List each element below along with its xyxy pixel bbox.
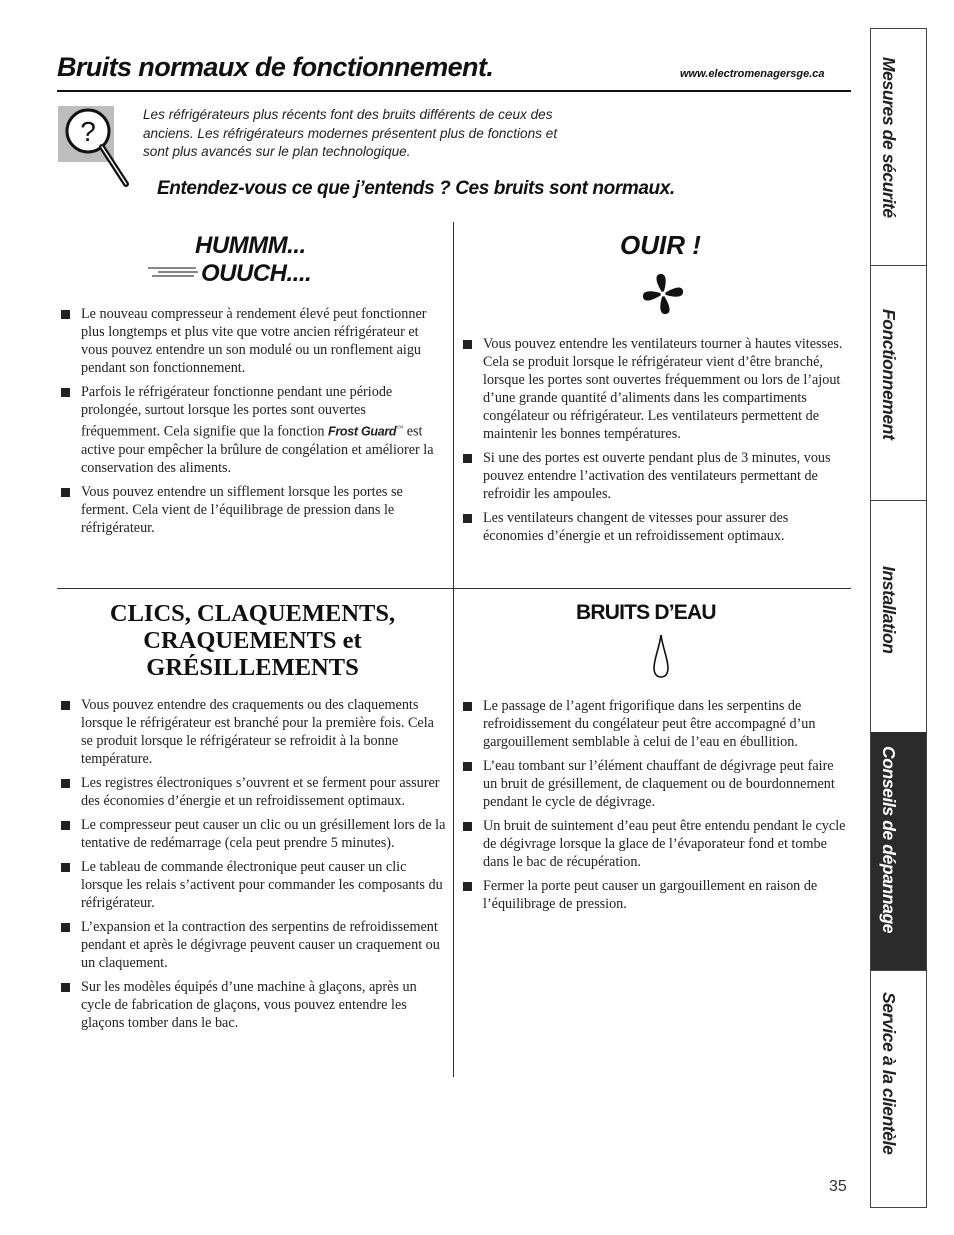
tab-service-a-la-clientele[interactable] — [871, 970, 926, 1207]
list-item: Vous pouvez entendre des craquements ou des claquements lorsque le réfrigérateur est branché pour la première fois. Cela se produit lorsque le réfrigérateur se refroidit à la bonne température. — [57, 696, 447, 768]
fan-icon — [636, 270, 690, 318]
tab-label: Conseils de dépannage — [879, 746, 899, 934]
tab-mesures-de-securite[interactable] — [871, 29, 926, 266]
list-item: Le passage de l’agent frigorifique dans les serpentins de refroidissement du congélateur peut être accompagné d’un gargouillement semblable à celui de l’eau en ébullition. — [459, 697, 849, 751]
column-divider-top — [453, 222, 454, 589]
column-divider-bottom — [453, 589, 454, 1077]
intro-subheading: Entendez-vous ce que j’entends ? Ces bruits sont normaux. — [157, 178, 675, 199]
tab-conseils-de-depannage[interactable] — [871, 732, 926, 971]
list-item — [57, 383, 447, 477]
clics-heading-line1: CLICS, CLAQUEMENTS, — [109, 600, 396, 627]
list-item: L’expansion et la contraction des serpentins de refroidissement pendant et après le dégivrage peuvent causer un craquement ou un claquement. — [57, 918, 447, 972]
row-divider — [57, 588, 851, 589]
list-item: Un bruit de suintement d’eau peut être entendu pendant le cycle de dégivrage lorsque la glace de l’évaporateur fond et tombe dans le bac de récupération. — [459, 817, 849, 871]
list-item: Le nouveau compresseur à rendement élevé peut fonctionner plus longtemps et plus vite que votre ancien réfrigérateur et vous pouvez entendre un son modulé ou un ronflement aigu pendant son fonctionnement. — [57, 305, 447, 377]
clics-list — [57, 696, 447, 1038]
trademark-mark: ™ — [396, 424, 404, 432]
list-item: Vous pouvez entendre les ventilateurs tourner à hautes vitesses. Cela se produit lorsque le réfrigérateur vient d’être branché, lorsque les portes sont ouvertes fréquemment ou lors de l’ajout d’une grande quantité d’aliments dans les compartiments congélateur ou réfrigérateur. Les ventilateurs permettent de maintenir les bonnes températures. — [459, 335, 849, 443]
clics-heading-line3: GRÉSILLEMENTS — [146, 654, 359, 681]
hummm-list — [57, 305, 447, 543]
list-item: Le tableau de commande électronique peut causer un clic lorsque les relais s’activent pour commander les composants du réfrigérateur. — [57, 858, 447, 912]
intro-text: Les réfrigérateurs plus récents font des bruits différents de ceux des anciens. Les réfrigérateurs modernes présentent plus de fonctions et sont plus avancés sur le plan technologique. — [143, 107, 558, 159]
hummm-heading-line2: OUUCH.... — [201, 260, 312, 287]
question-magnifier-icon — [58, 106, 130, 194]
eau-heading: BRUITS D’EAU — [576, 601, 716, 624]
list-item-text: est active pour empêcher la brûlure de congélation et améliorer la conservation des aliments. — [81, 423, 434, 476]
list-item-text: Parfois le réfrigérateur fonctionne pendant une période prolongée, surtout lorsque les portes sont ouvertes fréquemment. Cela signifie que la fonction — [81, 384, 393, 440]
list-item: Les registres électroniques s’ouvrent et se ferment pour assurer des économies d’énergie et un refroidissement optimaux. — [57, 774, 447, 810]
section-tabs — [870, 28, 927, 1208]
hummm-heading — [195, 232, 311, 288]
frost-guard-brand: Frost Guard — [328, 424, 397, 439]
tab-label: Fonctionnement — [879, 309, 899, 440]
water-drop-icon — [651, 633, 671, 679]
list-item: Vous pouvez entendre un sifflement lorsque les portes se ferment. Cela vient de l’équilibrage de pression dans le réfrigérateur. — [57, 483, 447, 537]
svg-text:?: ? — [80, 116, 96, 147]
list-item: Sur les modèles équipés d’une machine à glaçons, après un cycle de fabrication de glaçons, vous pouvez entendre les glaçons tomber dans le bac. — [57, 978, 447, 1032]
ouir-list — [459, 335, 849, 551]
list-item: L’eau tombant sur l’élément chauffant de dégivrage peut faire un bruit de grésillement, de claquement ou de bourdonnement pendant le cycle de dégivrage. — [459, 757, 849, 811]
tab-label: Installation — [879, 566, 899, 654]
website-url[interactable]: www.electromenagersge.ca — [680, 68, 825, 80]
tab-fonctionnement[interactable] — [871, 265, 926, 501]
list-item: Les ventilateurs changent de vitesses pour assurer des économies d’énergie et un refroidissement optimaux. — [459, 509, 849, 545]
clics-heading-line2: CRAQUEMENTS et — [143, 627, 362, 654]
page-number: 35 — [829, 1178, 847, 1195]
page-title: Bruits normaux de fonctionnement. — [57, 52, 494, 82]
list-item: Si une des portes est ouverte pendant plus de 3 minutes, vous pouvez entendre l’activation des ventilateurs permettant de refroidir les ampoules. — [459, 449, 849, 503]
list-item: Le compresseur peut causer un clic ou un grésillement lors de la tentative de redémarrage (cela peut prendre 5 minutes). — [57, 816, 447, 852]
clics-heading — [60, 600, 445, 681]
sound-lines-icon — [148, 265, 200, 279]
tab-label: Service à la clientèle — [879, 992, 899, 1155]
tab-label: Mesures de sécurité — [879, 57, 899, 218]
ouir-heading: OUIR ! — [620, 230, 701, 260]
list-item: Fermer la porte peut causer un gargouillement en raison de l’équilibrage de pression. — [459, 877, 849, 913]
hummm-heading-line1: HUMMM... — [195, 232, 306, 259]
tab-installation[interactable] — [871, 500, 926, 733]
header-rule — [57, 90, 851, 92]
eau-list — [459, 697, 849, 919]
